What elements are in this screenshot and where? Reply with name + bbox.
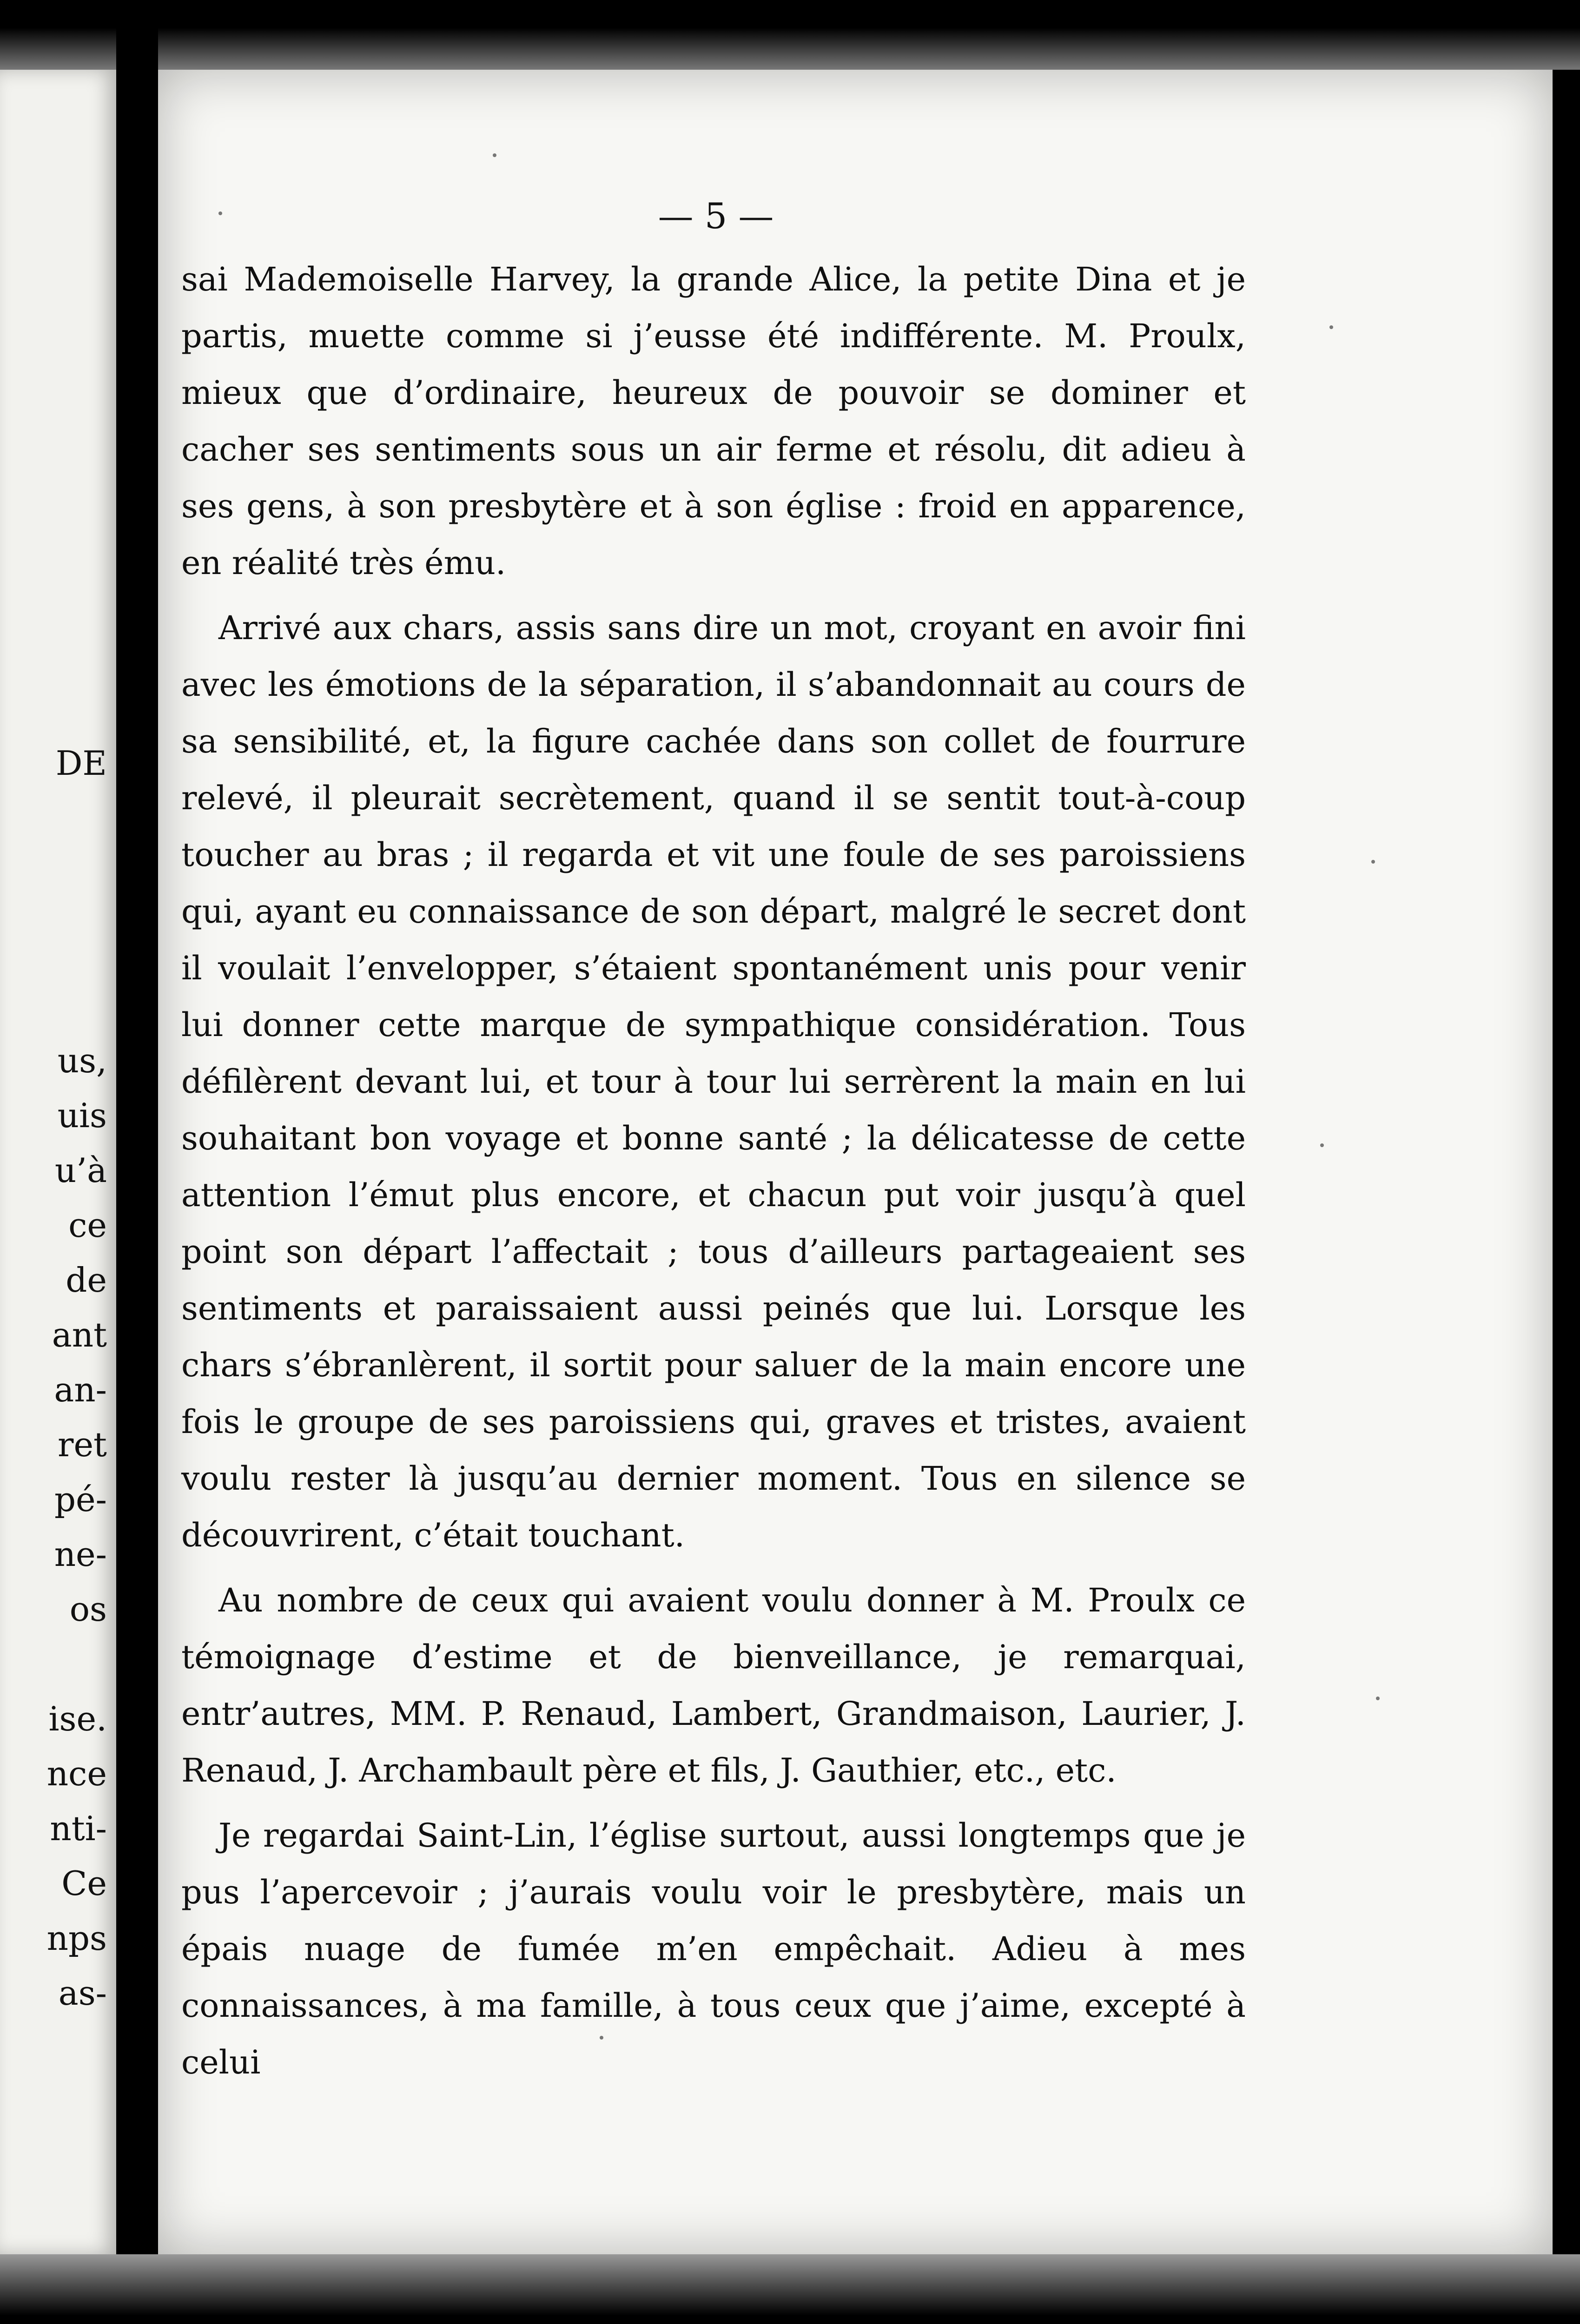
left-fragment-5: ce — [68, 1206, 107, 1245]
top-scan-shadow — [0, 0, 1580, 70]
main-text-block — [181, 251, 1246, 2099]
left-fragment-15: nti- — [50, 1809, 107, 1848]
scan-speck — [1376, 1697, 1380, 1700]
scan-speck — [1371, 860, 1375, 864]
page-number: — 5 — — [658, 195, 774, 237]
paragraph-1: sai Mademoiselle Harvey, la grande Alice, la petite Dina et je partis, muette comme si j’eusse été indifférente. M. Proulx, mieux que d’ordinaire, heureux de pouvoir se dominer et cacher ses sentiments sous un air ferme et résolu, dit adieu à ses gens, à son presbytère et à son église : froid en apparence, en réalité très ému. — [181, 260, 1246, 582]
scan-speck — [1320, 1143, 1324, 1147]
left-fragment-4: u’à — [54, 1151, 107, 1190]
left-fragment-7: ant — [52, 1315, 107, 1354]
left-fragment-14: nce — [46, 1754, 107, 1793]
left-fragment-8: an- — [54, 1370, 107, 1409]
left-fragment-1: DE — [55, 744, 107, 783]
scan-speck — [1329, 325, 1333, 329]
left-fragment-11: ne- — [54, 1535, 107, 1574]
left-fragment-10: pé- — [54, 1480, 107, 1519]
left-fragment-16: Ce — [61, 1864, 107, 1903]
paragraph-2: Arrivé aux chars, assis sans dire un mot, croyant en avoir fini avec les émotions de la séparation, il s’abandonnait au cours de sa sensibilité, et, la figure cachée dans son collet de fourrure relevé, il pleurait secrètement, quand il se sentit tout-à-coup toucher au bras ; il regarda et vit une foule de ses paroissiens qui, ayant eu connaissance de son départ, malgré le secret dont il voulait l’envelopper, s’étaient spontanément unis pour venir lui donner cette marque de sympathique considération. Tous défilèrent devant lui, et tour à tour lui serrèrent la main en lui souhaitant bon voyage et bonne santé ; la délicatesse de cette attention l’émut plus encore, et chacun put voir jusqu’à quel point son départ l’affectait ; tous d’ailleurs partageaient ses sentiments et paraissaient aussi peinés que lui. Lorsque les chars s’ébranlèrent, il sortit pour saluer de la main encore une fois le groupe de ses paroissiens qui, graves et tristes, avaient voulu rester là jusqu’au dernier moment. Tous en silence se découvrirent, c’était touchant. — [181, 609, 1246, 1554]
scan-speck — [218, 211, 222, 215]
paragraph-3: Au nombre de ceux qui avaient voulu donner à M. Proulx ce témoignage d’estime et de bienveillance, je remarquai, entr’autres, MM. P. Renaud, Lambert, Grandmaison, Laurier, J. Renaud, J. Archambault père et fils, J. Gauthier, etc., etc. — [181, 1581, 1246, 1789]
bottom-scan-shadow — [0, 2254, 1580, 2324]
previous-page-fragments — [0, 0, 116, 2324]
left-fragment-17: nps — [46, 1919, 107, 1958]
left-fragment-2: us, — [57, 1041, 107, 1080]
scan-speck — [493, 153, 496, 157]
scan-speck — [600, 2036, 603, 2040]
left-fragment-6: de — [66, 1261, 107, 1300]
left-fragment-13: ise. — [48, 1699, 107, 1738]
left-fragment-3: uis — [57, 1096, 107, 1135]
left-fragment-18: as- — [58, 1974, 107, 2013]
paragraph-4: Je regardai Saint-Lin, l’église surtout, aussi longtemps que je pus l’apercevoir ; j’aurais voulu voir le presbytère, mais un épais nuage de fumée m’en empêchait. Adieu à mes connaissances, à ma famille, à tous ceux que j’aime, excepté à celui — [181, 1816, 1246, 2081]
left-fragment-9: ret — [58, 1425, 107, 1464]
book-gutter — [116, 0, 158, 2324]
left-fragment-12: os — [69, 1590, 107, 1629]
